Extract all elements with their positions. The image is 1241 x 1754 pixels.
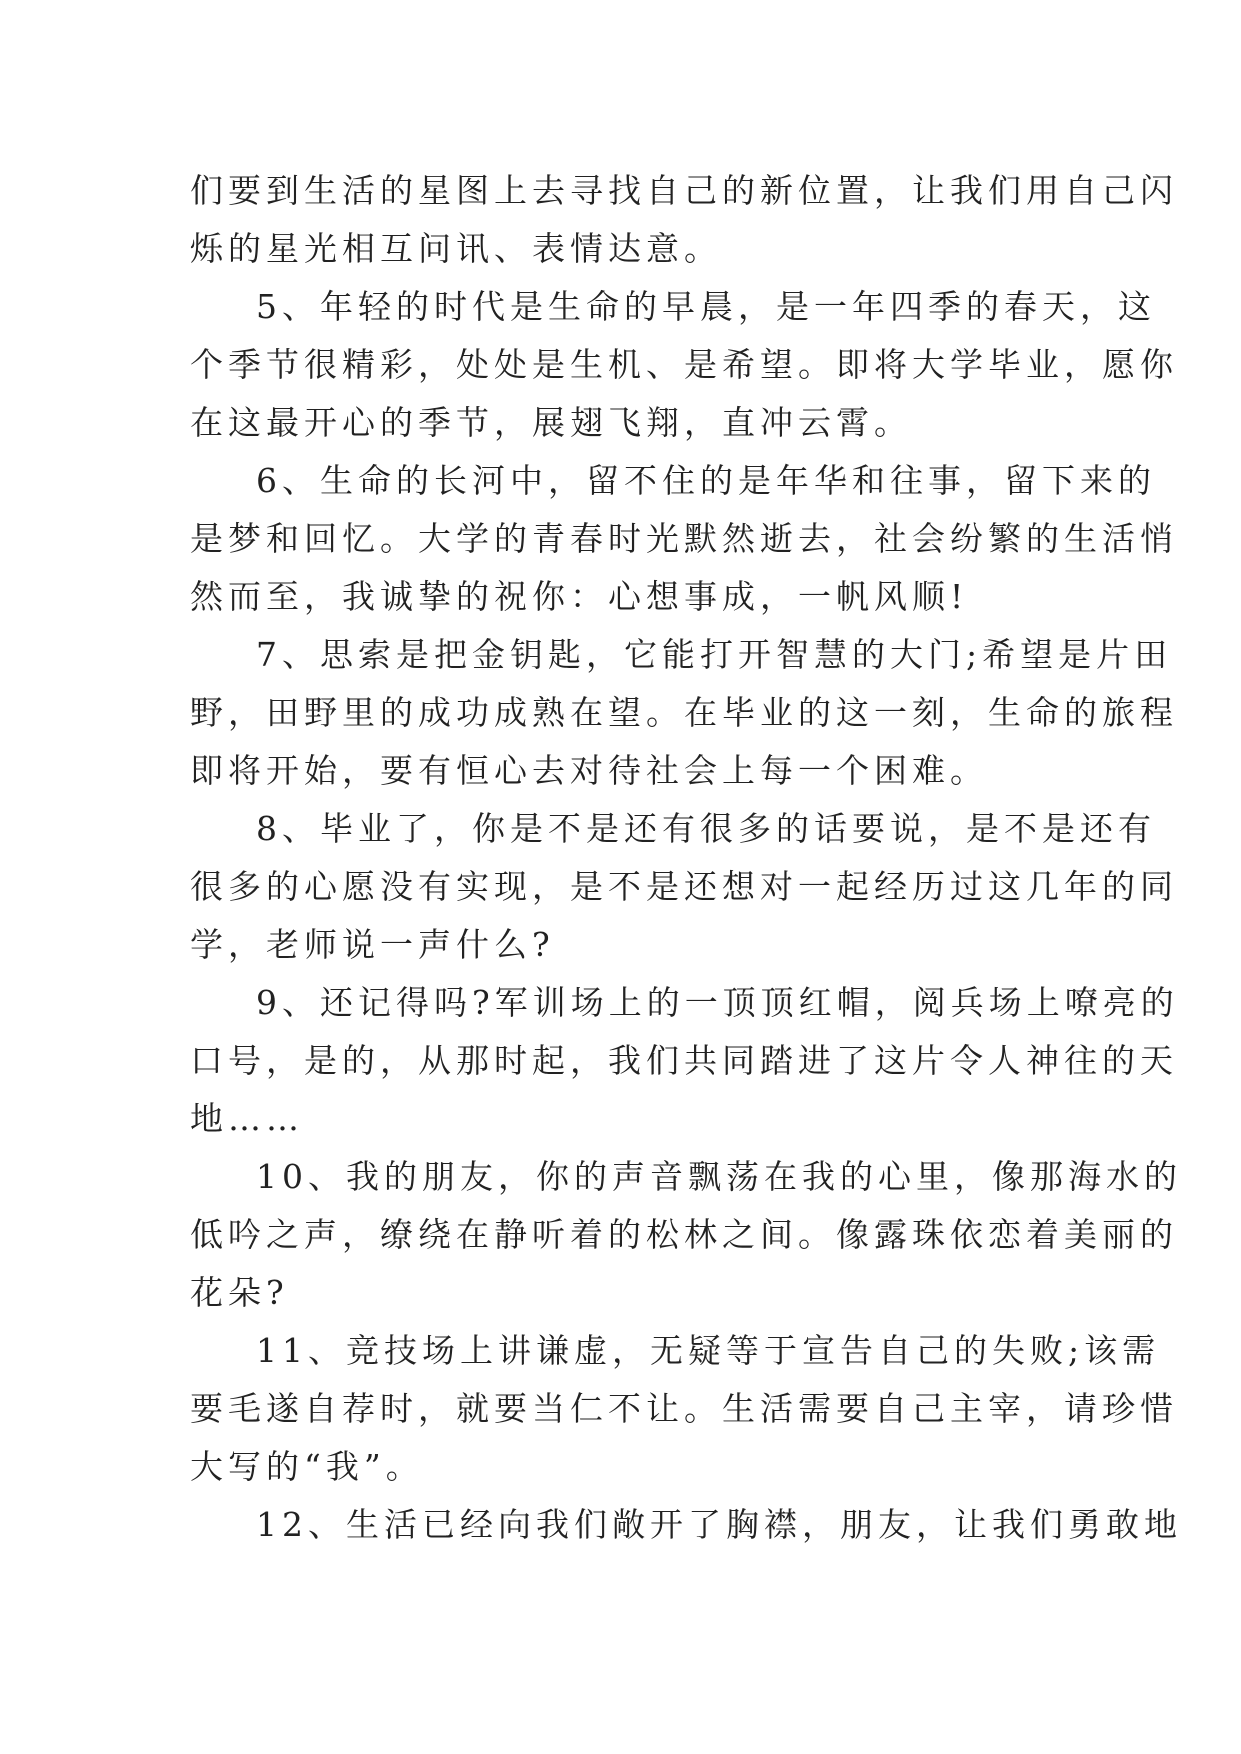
text-line: 很多的心愿没有实现，是不是还想对一起经历过这几年的同 bbox=[190, 867, 1178, 906]
text-line: 低吟之声，缭绕在静听着的松林之间。像露珠依恋着美丽的 bbox=[190, 1215, 1178, 1254]
text-line: 学，老师说一声什么? bbox=[190, 925, 555, 964]
paragraph-first-line: 8、毕业了，你是不是还有很多的话要说，是不是还有 bbox=[256, 809, 1156, 848]
text-line: 是梦和回忆。大学的青春时光默然逝去，社会纷繁的生活悄 bbox=[190, 519, 1178, 558]
text-line: 在这最开心的季节，展翅飞翔，直冲云霄。 bbox=[190, 403, 912, 442]
text-line: 个季节很精彩，处处是生机、是希望。即将大学毕业，愿你 bbox=[190, 345, 1178, 384]
text-line: 大写的“我”。 bbox=[190, 1447, 424, 1486]
text-line: 口号，是的，从那时起，我们共同踏进了这片令人神往的天 bbox=[190, 1041, 1178, 1080]
paragraph-first-line: 9、还记得吗?军训场上的一顶顶红帽，阅兵场上嘹亮的 bbox=[256, 983, 1179, 1022]
text-line: 然而至，我诚挚的祝你：心想事成，一帆风顺! bbox=[190, 577, 969, 616]
paragraph-first-line: 6、生命的长河中，留不住的是年华和往事，留下来的 bbox=[256, 461, 1156, 500]
paragraph-first-line: 5、年轻的时代是生命的早晨，是一年四季的春天，这 bbox=[256, 287, 1156, 326]
paragraph-first-line: 12、生活已经向我们敞开了胸襟，朋友，让我们勇敢地 bbox=[256, 1505, 1182, 1544]
text-line: 野，田野里的成功成熟在望。在毕业的这一刻，生命的旅程 bbox=[190, 693, 1178, 732]
document-body bbox=[190, 162, 1182, 1554]
text-line: 地…… bbox=[190, 1099, 304, 1138]
text-line: 们要到生活的星图上去寻找自己的新位置，让我们用自己闪 bbox=[190, 171, 1178, 210]
paragraph-first-line: 7、思索是把金钥匙，它能打开智慧的大门;希望是片田 bbox=[256, 635, 1173, 674]
paragraph-first-line: 10、我的朋友，你的声音飘荡在我的心里，像那海水的 bbox=[256, 1157, 1182, 1196]
text-line: 即将开始，要有恒心去对待社会上每一个困难。 bbox=[190, 751, 988, 790]
text-line: 烁的星光相互问讯、表情达意。 bbox=[190, 229, 722, 268]
paragraph-first-line: 11、竞技场上讲谦虚，无疑等于宣告自己的失败;该需 bbox=[256, 1331, 1161, 1370]
text-line: 要毛遂自荐时，就要当仁不让。生活需要自己主宰，请珍惜 bbox=[190, 1389, 1178, 1428]
text-line: 花朵? bbox=[190, 1273, 289, 1312]
